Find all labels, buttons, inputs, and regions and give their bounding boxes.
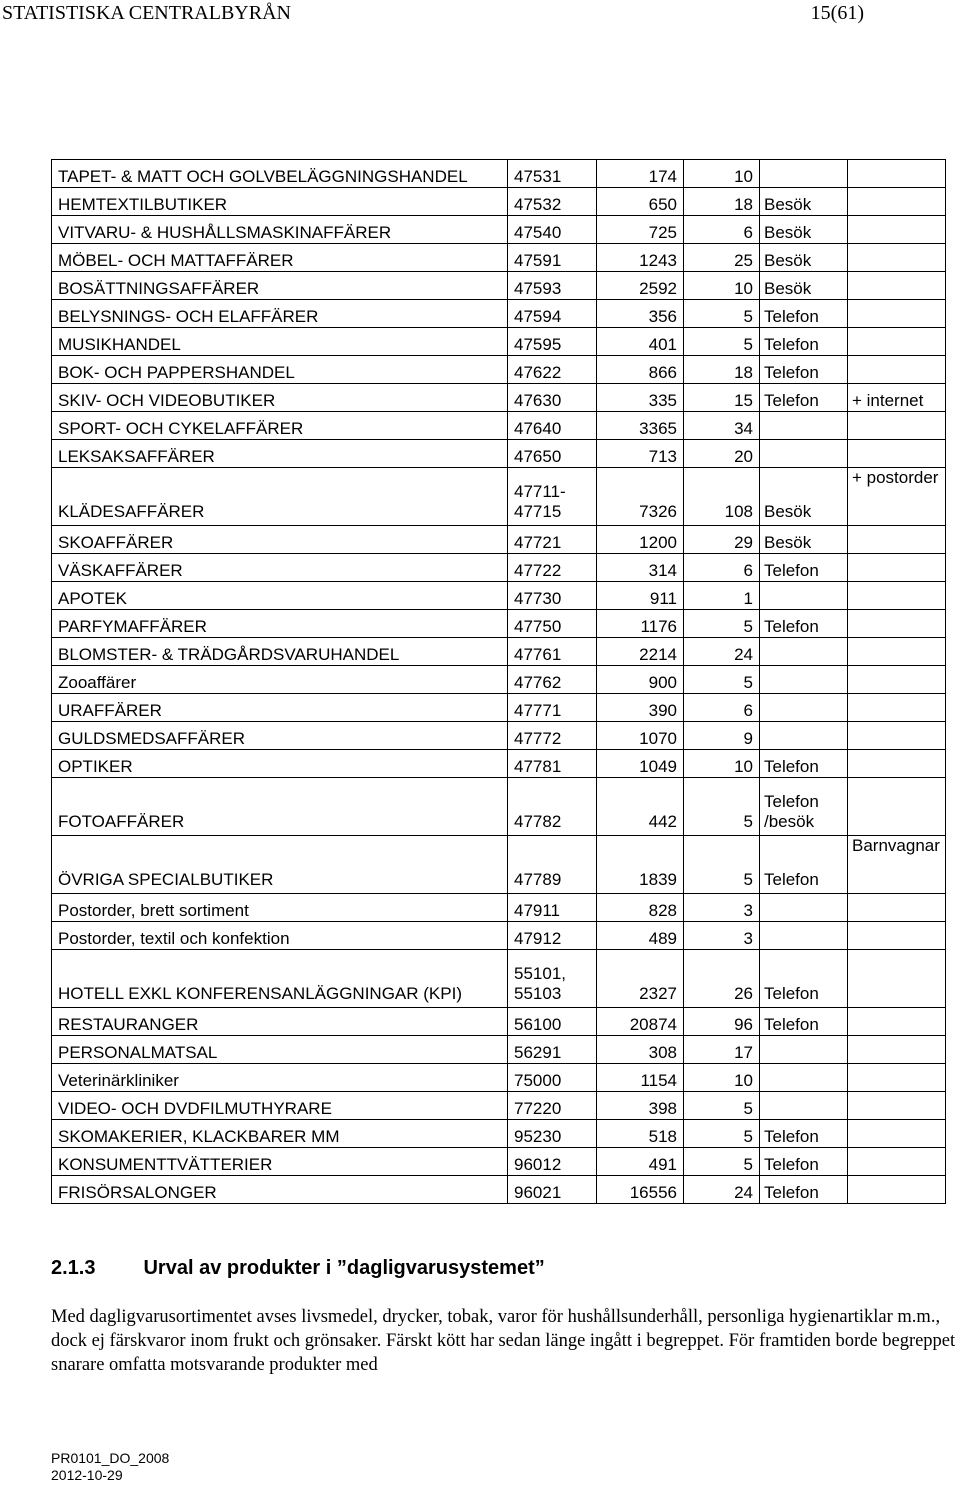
cell-note bbox=[848, 328, 946, 356]
cell-sample: 5 bbox=[684, 836, 760, 894]
cell-code: 77220 bbox=[508, 1092, 597, 1120]
cell-name: APOTEK bbox=[52, 582, 508, 610]
cell-method bbox=[760, 582, 848, 610]
cell-count: 7326 bbox=[597, 468, 684, 526]
cell-method bbox=[760, 1064, 848, 1092]
cell-sample: 25 bbox=[684, 244, 760, 272]
cell-name: SKOMAKERIER, KLACKBARER MM bbox=[52, 1120, 508, 1148]
cell-name: VITVARU- & HUSHÅLLSMASKINAFFÄRER bbox=[52, 216, 508, 244]
page-number: 15(61) bbox=[810, 2, 864, 24]
cell-count: 398 bbox=[597, 1092, 684, 1120]
cell-method: Telefon bbox=[760, 1176, 848, 1204]
body-paragraph: Med dagligvarusortimentet avses livsmedel, drycker, tobak, varor för hushållsunderhåll, personliga hygienartiklar m.m., dock ej färskvaror inom frukt och grönsaker. Färskt kött har sedan länge ingått i begreppet. För framtiden borde begreppet snarare omfatta motsvarande produkter med bbox=[51, 1307, 956, 1375]
cell-sample: 5 bbox=[684, 666, 760, 694]
table-row bbox=[52, 1036, 946, 1064]
table-row bbox=[52, 582, 946, 610]
cell-name: OPTIKER bbox=[52, 750, 508, 778]
cell-name: KONSUMENTTVÄTTERIER bbox=[52, 1148, 508, 1176]
cell-code: 47762 bbox=[508, 666, 597, 694]
cell-count: 911 bbox=[597, 582, 684, 610]
cell-count: 650 bbox=[597, 188, 684, 216]
cell-code: 96021 bbox=[508, 1176, 597, 1204]
cell-name: URAFFÄRER bbox=[52, 694, 508, 722]
cell-method: Telefon bbox=[760, 750, 848, 778]
cell-method bbox=[760, 666, 848, 694]
cell-count: 1200 bbox=[597, 526, 684, 554]
cell-method: Telefon bbox=[760, 836, 848, 894]
cell-sample: 1 bbox=[684, 582, 760, 610]
cell-note bbox=[848, 356, 946, 384]
cell-name: FRISÖRSALONGER bbox=[52, 1176, 508, 1204]
cell-sample: 20 bbox=[684, 440, 760, 468]
cell-name: Zooaffärer bbox=[52, 666, 508, 694]
cell-note bbox=[848, 638, 946, 666]
cell-name: Postorder, brett sortiment bbox=[52, 894, 508, 922]
cell-note bbox=[848, 778, 946, 836]
table-row bbox=[52, 750, 946, 778]
cell-count: 866 bbox=[597, 356, 684, 384]
cell-sample: 108 bbox=[684, 468, 760, 526]
cell-note bbox=[848, 950, 946, 1008]
cell-name: SPORT- OCH CYKELAFFÄRER bbox=[52, 412, 508, 440]
cell-method: Telefon bbox=[760, 1148, 848, 1176]
cell-sample: 6 bbox=[684, 694, 760, 722]
cell-sample: 10 bbox=[684, 750, 760, 778]
section-title: Urval av produkter i ”dagligvarusystemet” bbox=[143, 1257, 545, 1279]
cell-name: BLOMSTER- & TRÄDGÅRDSVARUHANDEL bbox=[52, 638, 508, 666]
cell-count: 16556 bbox=[597, 1176, 684, 1204]
cell-name: MUSIKHANDEL bbox=[52, 328, 508, 356]
cell-note bbox=[848, 582, 946, 610]
table-row bbox=[52, 300, 946, 328]
cell-method bbox=[760, 1092, 848, 1120]
table-row bbox=[52, 526, 946, 554]
table-row bbox=[52, 638, 946, 666]
table-row bbox=[52, 922, 946, 950]
cell-method bbox=[760, 1036, 848, 1064]
cell-code: 47593 bbox=[508, 272, 597, 300]
cell-note bbox=[848, 1120, 946, 1148]
cell-name: VIDEO- OCH DVDFILMUTHYRARE bbox=[52, 1092, 508, 1120]
cell-name: MÖBEL- OCH MATTAFFÄRER bbox=[52, 244, 508, 272]
cell-note bbox=[848, 694, 946, 722]
section-heading bbox=[51, 1257, 545, 1280]
cell-count: 1839 bbox=[597, 836, 684, 894]
cell-note bbox=[848, 1176, 946, 1204]
industry-table bbox=[51, 159, 946, 1204]
table-row bbox=[52, 1148, 946, 1176]
cell-sample: 29 bbox=[684, 526, 760, 554]
cell-note bbox=[848, 300, 946, 328]
cell-method bbox=[760, 638, 848, 666]
table-row bbox=[52, 272, 946, 300]
table-row bbox=[52, 610, 946, 638]
cell-code: 95230 bbox=[508, 1120, 597, 1148]
cell-sample: 17 bbox=[684, 1036, 760, 1064]
header-organization: STATISTISKA CENTRALBYRÅN bbox=[2, 2, 291, 24]
cell-code: 47540 bbox=[508, 216, 597, 244]
table-row bbox=[52, 1008, 946, 1036]
cell-count: 1049 bbox=[597, 750, 684, 778]
cell-note bbox=[848, 216, 946, 244]
cell-note bbox=[848, 412, 946, 440]
cell-code: 47595 bbox=[508, 328, 597, 356]
cell-count: 2592 bbox=[597, 272, 684, 300]
cell-count: 356 bbox=[597, 300, 684, 328]
cell-method: Besök bbox=[760, 526, 848, 554]
cell-method: Telefon bbox=[760, 1120, 848, 1148]
footer-date: 2012-10-29 bbox=[51, 1467, 123, 1483]
cell-note: + postorder bbox=[848, 468, 946, 526]
cell-note bbox=[848, 922, 946, 950]
cell-code: 47711- 47715 bbox=[508, 468, 597, 526]
table-row bbox=[52, 468, 946, 526]
cell-name: TAPET- & MATT OCH GOLVBELÄGGNINGSHANDEL bbox=[52, 160, 508, 188]
table-row bbox=[52, 1176, 946, 1204]
cell-name: BOK- OCH PAPPERSHANDEL bbox=[52, 356, 508, 384]
cell-code: 47594 bbox=[508, 300, 597, 328]
cell-sample: 6 bbox=[684, 554, 760, 582]
cell-name: BELYSNINGS- OCH ELAFFÄRER bbox=[52, 300, 508, 328]
cell-sample: 34 bbox=[684, 412, 760, 440]
cell-note bbox=[848, 272, 946, 300]
cell-method bbox=[760, 722, 848, 750]
table-row bbox=[52, 412, 946, 440]
footer bbox=[51, 1450, 169, 1484]
cell-name: HEMTEXTILBUTIKER bbox=[52, 188, 508, 216]
table-row bbox=[52, 950, 946, 1008]
cell-note bbox=[848, 244, 946, 272]
cell-count: 1243 bbox=[597, 244, 684, 272]
cell-count: 518 bbox=[597, 1120, 684, 1148]
cell-name: RESTAURANGER bbox=[52, 1008, 508, 1036]
cell-method: Telefon bbox=[760, 610, 848, 638]
cell-sample: 10 bbox=[684, 1064, 760, 1092]
cell-method bbox=[760, 412, 848, 440]
cell-name: SKIV- OCH VIDEOBUTIKER bbox=[52, 384, 508, 412]
cell-name: Veterinärkliniker bbox=[52, 1064, 508, 1092]
cell-note bbox=[848, 1036, 946, 1064]
cell-code: 47730 bbox=[508, 582, 597, 610]
cell-method bbox=[760, 894, 848, 922]
cell-method: Telefon bbox=[760, 1008, 848, 1036]
table-row bbox=[52, 722, 946, 750]
cell-code: 55101, 55103 bbox=[508, 950, 597, 1008]
cell-name: KLÄDESAFFÄRER bbox=[52, 468, 508, 526]
cell-method bbox=[760, 922, 848, 950]
cell-sample: 5 bbox=[684, 1092, 760, 1120]
cell-sample: 26 bbox=[684, 950, 760, 1008]
cell-method: Besök bbox=[760, 244, 848, 272]
cell-sample: 10 bbox=[684, 272, 760, 300]
table-row bbox=[52, 1064, 946, 1092]
cell-count: 1154 bbox=[597, 1064, 684, 1092]
cell-name: PARFYMAFFÄRER bbox=[52, 610, 508, 638]
cell-method: Telefon bbox=[760, 384, 848, 412]
table-row bbox=[52, 1120, 946, 1148]
cell-sample: 24 bbox=[684, 1176, 760, 1204]
cell-code: 47772 bbox=[508, 722, 597, 750]
cell-method: Telefon bbox=[760, 300, 848, 328]
cell-method: Telefon bbox=[760, 950, 848, 1008]
cell-count: 491 bbox=[597, 1148, 684, 1176]
table-row bbox=[52, 440, 946, 468]
table-row bbox=[52, 694, 946, 722]
cell-count: 713 bbox=[597, 440, 684, 468]
table-row bbox=[52, 216, 946, 244]
cell-count: 401 bbox=[597, 328, 684, 356]
cell-name: SKOAFFÄRER bbox=[52, 526, 508, 554]
cell-code: 47912 bbox=[508, 922, 597, 950]
table-row bbox=[52, 384, 946, 412]
table-row bbox=[52, 328, 946, 356]
cell-method: Telefon bbox=[760, 356, 848, 384]
cell-count: 314 bbox=[597, 554, 684, 582]
cell-note bbox=[848, 526, 946, 554]
cell-count: 20874 bbox=[597, 1008, 684, 1036]
cell-name: BOSÄTTNINGSAFFÄRER bbox=[52, 272, 508, 300]
cell-method: Besök bbox=[760, 468, 848, 526]
cell-sample: 10 bbox=[684, 160, 760, 188]
cell-note bbox=[848, 722, 946, 750]
table-row bbox=[52, 356, 946, 384]
cell-name: PERSONALMATSAL bbox=[52, 1036, 508, 1064]
cell-name: FOTOAFFÄRER bbox=[52, 778, 508, 836]
cell-sample: 5 bbox=[684, 1148, 760, 1176]
cell-note: Barnvagnar bbox=[848, 836, 946, 894]
cell-count: 308 bbox=[597, 1036, 684, 1064]
cell-code: 47789 bbox=[508, 836, 597, 894]
section-number: 2.1.3 bbox=[51, 1257, 96, 1279]
cell-sample: 15 bbox=[684, 384, 760, 412]
cell-note bbox=[848, 894, 946, 922]
footer-doc-id: PR0101_DO_2008 bbox=[51, 1450, 170, 1466]
cell-sample: 5 bbox=[684, 300, 760, 328]
cell-code: 47781 bbox=[508, 750, 597, 778]
cell-code: 47591 bbox=[508, 244, 597, 272]
cell-note bbox=[848, 554, 946, 582]
cell-sample: 18 bbox=[684, 188, 760, 216]
cell-code: 47650 bbox=[508, 440, 597, 468]
table-row bbox=[52, 1092, 946, 1120]
cell-sample: 18 bbox=[684, 356, 760, 384]
cell-count: 2327 bbox=[597, 950, 684, 1008]
table-row bbox=[52, 836, 946, 894]
cell-count: 335 bbox=[597, 384, 684, 412]
cell-method bbox=[760, 160, 848, 188]
cell-count: 2214 bbox=[597, 638, 684, 666]
cell-count: 442 bbox=[597, 778, 684, 836]
cell-method: Telefon /besök bbox=[760, 778, 848, 836]
cell-sample: 9 bbox=[684, 722, 760, 750]
cell-code: 96012 bbox=[508, 1148, 597, 1176]
cell-method: Telefon bbox=[760, 554, 848, 582]
cell-sample: 6 bbox=[684, 216, 760, 244]
cell-count: 174 bbox=[597, 160, 684, 188]
industry-table-body bbox=[52, 160, 946, 1204]
cell-code: 47722 bbox=[508, 554, 597, 582]
cell-count: 725 bbox=[597, 216, 684, 244]
cell-note bbox=[848, 1148, 946, 1176]
cell-note bbox=[848, 750, 946, 778]
table-row bbox=[52, 666, 946, 694]
cell-code: 47532 bbox=[508, 188, 597, 216]
table-row bbox=[52, 894, 946, 922]
cell-code: 47771 bbox=[508, 694, 597, 722]
cell-code: 47911 bbox=[508, 894, 597, 922]
cell-sample: 5 bbox=[684, 778, 760, 836]
cell-code: 47622 bbox=[508, 356, 597, 384]
cell-count: 3365 bbox=[597, 412, 684, 440]
cell-count: 828 bbox=[597, 894, 684, 922]
table-row bbox=[52, 188, 946, 216]
cell-code: 47761 bbox=[508, 638, 597, 666]
cell-code: 47750 bbox=[508, 610, 597, 638]
cell-sample: 5 bbox=[684, 328, 760, 356]
cell-sample: 24 bbox=[684, 638, 760, 666]
cell-note bbox=[848, 1064, 946, 1092]
cell-code: 47630 bbox=[508, 384, 597, 412]
cell-code: 56100 bbox=[508, 1008, 597, 1036]
cell-method: Besök bbox=[760, 272, 848, 300]
cell-sample: 3 bbox=[684, 922, 760, 950]
cell-code: 47782 bbox=[508, 778, 597, 836]
table-row bbox=[52, 554, 946, 582]
cell-code: 47640 bbox=[508, 412, 597, 440]
cell-note bbox=[848, 666, 946, 694]
cell-name: Postorder, textil och konfektion bbox=[52, 922, 508, 950]
cell-name: VÄSKAFFÄRER bbox=[52, 554, 508, 582]
cell-note: + internet bbox=[848, 384, 946, 412]
cell-method bbox=[760, 440, 848, 468]
cell-count: 390 bbox=[597, 694, 684, 722]
cell-sample: 3 bbox=[684, 894, 760, 922]
cell-count: 1070 bbox=[597, 722, 684, 750]
table-row bbox=[52, 778, 946, 836]
table-row bbox=[52, 244, 946, 272]
cell-name: GULDSMEDSAFFÄRER bbox=[52, 722, 508, 750]
cell-note bbox=[848, 188, 946, 216]
cell-name: LEKSAKSAFFÄRER bbox=[52, 440, 508, 468]
cell-note bbox=[848, 160, 946, 188]
cell-method: Besök bbox=[760, 216, 848, 244]
cell-code: 56291 bbox=[508, 1036, 597, 1064]
cell-note bbox=[848, 1008, 946, 1036]
cell-method: Telefon bbox=[760, 328, 848, 356]
cell-code: 47721 bbox=[508, 526, 597, 554]
cell-sample: 5 bbox=[684, 610, 760, 638]
cell-count: 1176 bbox=[597, 610, 684, 638]
cell-method bbox=[760, 694, 848, 722]
cell-count: 489 bbox=[597, 922, 684, 950]
cell-count: 900 bbox=[597, 666, 684, 694]
cell-code: 47531 bbox=[508, 160, 597, 188]
cell-note bbox=[848, 440, 946, 468]
cell-name: HOTELL EXKL KONFERENSANLÄGGNINGAR (KPI) bbox=[52, 950, 508, 1008]
cell-name: ÖVRIGA SPECIALBUTIKER bbox=[52, 836, 508, 894]
cell-note bbox=[848, 610, 946, 638]
cell-code: 75000 bbox=[508, 1064, 597, 1092]
table-row bbox=[52, 160, 946, 188]
cell-method: Besök bbox=[760, 188, 848, 216]
cell-note bbox=[848, 1092, 946, 1120]
cell-sample: 96 bbox=[684, 1008, 760, 1036]
cell-sample: 5 bbox=[684, 1120, 760, 1148]
